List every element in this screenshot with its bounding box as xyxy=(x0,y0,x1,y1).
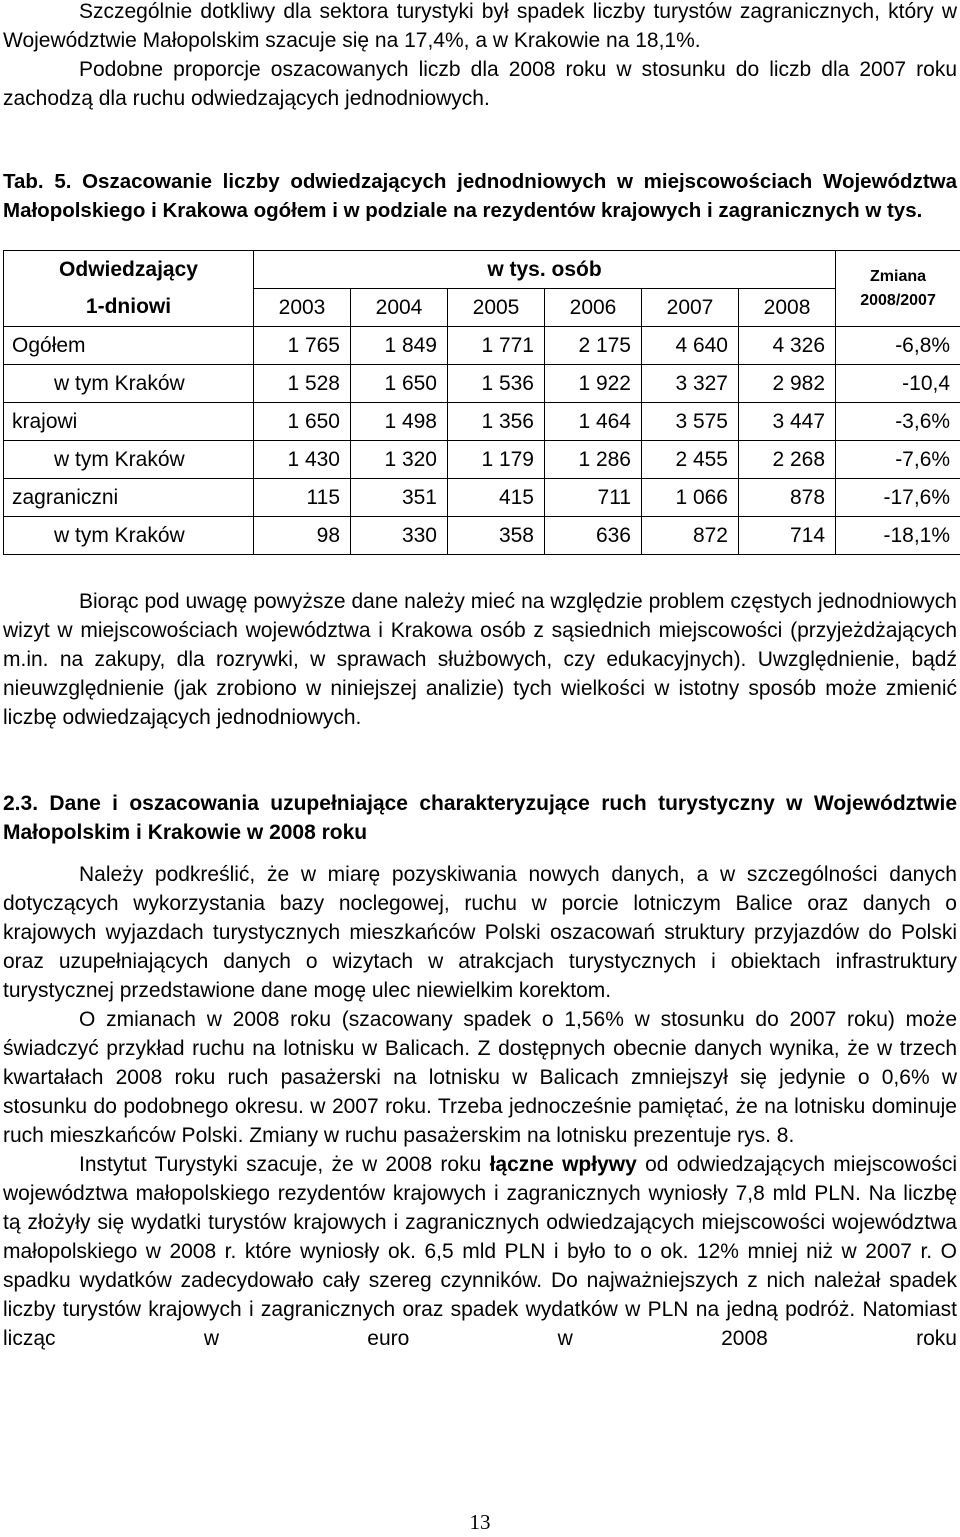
intro-paragraph-2: Podobne proporcje oszacowanych liczb dla 2008 roku w stosunku do liczb dla 2007 roku zachodzą dla ruchu odwiedzających jednodniowych. xyxy=(3,58,957,110)
table-row xyxy=(4,403,960,441)
value-cell: 1 498 xyxy=(351,403,448,441)
row-label: w tym Kraków xyxy=(4,365,254,403)
header-visitors-label: Odwiedzający xyxy=(59,257,198,281)
change-cell: -17,6% xyxy=(836,479,960,517)
header-group-label: w tys. osób xyxy=(487,257,602,281)
value-cell: 3 327 xyxy=(642,365,739,403)
table-row xyxy=(4,517,960,555)
value-cell: 711 xyxy=(545,479,642,517)
value-cell: 1 849 xyxy=(351,327,448,365)
value-cell: 872 xyxy=(642,517,739,555)
table-row xyxy=(4,441,960,479)
value-cell: 1 771 xyxy=(448,327,545,365)
table-caption: Tab. 5. Oszacowanie liczby odwiedzających jednodniowych w miejscowościach Województwa Małopolskiego i Krakowa ogółem i w podziale na rezydentów krajowych i zagranicznych w tys. xyxy=(3,170,957,222)
value-cell: 1 066 xyxy=(642,479,739,517)
value-cell: 1 464 xyxy=(545,403,642,441)
year-cell: 2005 xyxy=(448,289,545,327)
value-cell: 4 326 xyxy=(739,327,836,365)
section-paragraph-2: O zmianach w 2008 roku (szacowany spadek o 1,56% w stosunku do 2007 roku) może świadczyć przykład ruchu na lotnisku w Balicach. Z dostępnych obecnie danych wynika, że w trzech kwartałach 2008 roku ruch pasażerski na lotnisku w Balicach zmniejszył się jedynie o 0,6% w stosunku do podobnego okresu. w 2007 roku. Trzeba jednocześnie pamiętać, że na lotnisku dominuje ruch mieszkańców Polski. Zmiany w ruchu pasażerskim na lotnisku prezentuje rys. 8. xyxy=(3,1008,957,1147)
header-change-label-1: Zmiana xyxy=(870,267,927,285)
value-cell: 1 179 xyxy=(448,441,545,479)
value-cell: 1 650 xyxy=(254,403,351,441)
value-cell: 1 650 xyxy=(351,365,448,403)
value-cell: 2 268 xyxy=(739,441,836,479)
table-caption-block xyxy=(3,167,957,225)
after-table-paragraph: Biorąc pod uwagę powyższe dane należy mieć na względzie problem częstych jednodniowych wizyt w miejscowościach województwa i Krakowa osób z sąsiednich miejscowości (przyjeżdżających m.in. na zakupy, dla rozrywki, w sprawach służbowych, czy edukacyjnych). Uwzględnienie, bądź nieuwzględnienie (jak zrobiono w niniejszej analizie) tych wielkości w istotny sposób może zmienić liczbę odwiedzających jednodniowych. xyxy=(3,590,957,729)
value-cell: 2 455 xyxy=(642,441,739,479)
para3-text-a: Instytut Turystyki szacuje, że w 2008 roku xyxy=(79,1153,490,1176)
value-cell: 1 356 xyxy=(448,403,545,441)
value-cell: 351 xyxy=(351,479,448,517)
data-table xyxy=(3,250,960,555)
row-label: zagraniczni xyxy=(4,479,254,517)
intro-block xyxy=(3,0,957,113)
header-group xyxy=(254,251,836,289)
change-cell: -18,1% xyxy=(836,517,960,555)
year-cell: 2007 xyxy=(642,289,739,327)
value-cell: 4 640 xyxy=(642,327,739,365)
value-cell: 415 xyxy=(448,479,545,517)
table-row xyxy=(4,327,960,365)
value-cell: 358 xyxy=(448,517,545,555)
table-row xyxy=(4,365,960,403)
table-row xyxy=(4,479,960,517)
para3-bold: łączne wpływy xyxy=(489,1153,637,1176)
year-cell: 2006 xyxy=(545,289,642,327)
value-cell: 1 765 xyxy=(254,327,351,365)
value-cell: 330 xyxy=(351,517,448,555)
value-cell: 636 xyxy=(545,517,642,555)
page-number: 13 xyxy=(469,1510,491,1534)
year-cell: 2008 xyxy=(739,289,836,327)
value-cell: 1 430 xyxy=(254,441,351,479)
header-visitors xyxy=(4,251,254,289)
value-cell: 3 447 xyxy=(739,403,836,441)
section-paragraph-1: Należy podkreślić, że w miarę pozyskiwania nowych danych, a w szczególności danych dotyczących wykorzystania bazy noclegowej, ruchu w porcie lotniczym Balice oraz danych o krajowych wyjazdach turystycznych mieszkańców Polski oszacowań struktury przyjazdów do Polski oraz uzupełniających danych o wizytach w atrakcjach turystycznych i obiektach infrastruktury turystycznej przedstawione dane mogę ulec niewielkim korektom. xyxy=(3,863,957,1002)
change-cell: -6,8% xyxy=(836,327,960,365)
value-cell: 1 320 xyxy=(351,441,448,479)
value-cell: 3 575 xyxy=(642,403,739,441)
row-label: w tym Kraków xyxy=(4,517,254,555)
year-cell: 2004 xyxy=(351,289,448,327)
value-cell: 1 286 xyxy=(545,441,642,479)
header-change-label-2: 2008/2007 xyxy=(860,291,936,309)
value-cell: 115 xyxy=(254,479,351,517)
change-cell: -7,6% xyxy=(836,441,960,479)
value-cell: 98 xyxy=(254,517,351,555)
value-cell: 1 922 xyxy=(545,365,642,403)
after-table-block xyxy=(3,587,957,732)
row-label: w tym Kraków xyxy=(4,441,254,479)
change-cell: -10,4 xyxy=(836,365,960,403)
para3-text-b: od odwiedzających miejscowości województwa małopolskiego rezydentów krajowych i zagranicznych wyniosły 7,8 mld PLN. Na liczbę tą złożyły się wydatki turystów krajowych i zagranicznych odwiedzających miejscowości województwa małopolskiego w 2008 r. które wyniosły ok. 6,5 mld PLN i było to o ok. 12% mniej niż w 2007 r. O spadku wydatków zadecydowało cały szereg czynników. Do najważniejszych z nich należał spadek liczby turystów krajowych i zagranicznych oraz spadek wydatków w PLN na jedną podróż. Natomiast licząc w euro w 2008 roku xyxy=(3,1153,957,1350)
section-paragraph-3 xyxy=(3,1150,957,1353)
header-change xyxy=(836,251,960,327)
year-cell: 2003 xyxy=(254,289,351,327)
value-cell: 2 175 xyxy=(545,327,642,365)
section-heading-block xyxy=(3,789,957,847)
value-cell: 878 xyxy=(739,479,836,517)
change-cell: -3,6% xyxy=(836,403,960,441)
row-label: Ogółem xyxy=(4,327,254,365)
intro-paragraph-1: Szczególnie dotkliwy dla sektora turystyki był spadek liczby turystów zagranicznych, który w Województwie Małopolskim szacuje się na 17,4%, a w Krakowie na 18,1%. xyxy=(3,0,957,52)
header-visitors-label-2: 1-dniowi xyxy=(85,295,172,319)
section-body xyxy=(3,860,957,1353)
value-cell: 1 536 xyxy=(448,365,545,403)
section-heading: 2.3. Dane i oszacowania uzupełniające charakteryzujące ruch turystyczny w Województwie Małopolskim i Krakowie w 2008 roku xyxy=(3,792,957,844)
value-cell: 2 982 xyxy=(739,365,836,403)
value-cell: 714 xyxy=(739,517,836,555)
header-visitors-2 xyxy=(4,289,254,327)
value-cell: 1 528 xyxy=(254,365,351,403)
row-label: krajowi xyxy=(4,403,254,441)
